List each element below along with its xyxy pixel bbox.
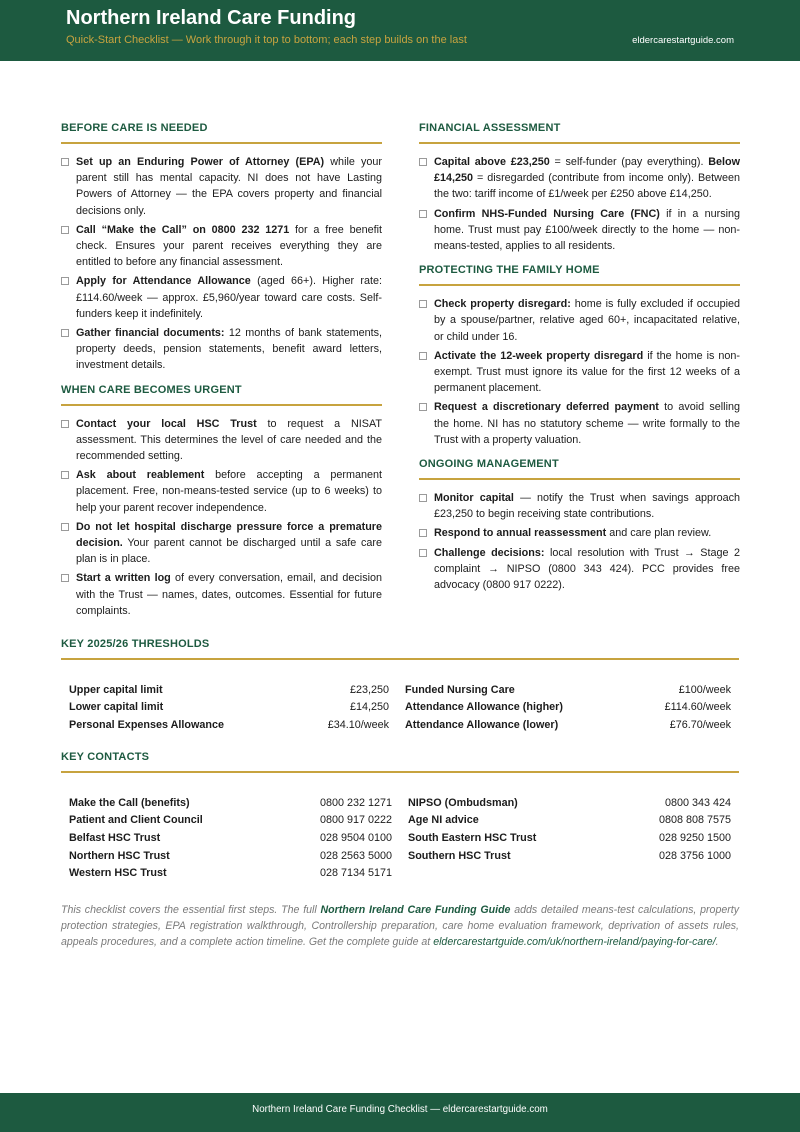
checkbox[interactable] [61,277,69,285]
label-cell: Belfast HSC Trust [69,831,161,844]
contacts-table [69,794,731,882]
item-text: if the home is non-exempt. Trust must ignore its value for the first 12 weeks of a permanent placement. [434,349,740,395]
label-cell: Funded Nursing Care [405,683,515,696]
item-text: of every conversation, email, and decision with the Trust — names, dates, outcomes. Essential for future complaints. [76,572,382,617]
checklist-item [419,206,740,255]
page-title: Northern Ireland Care Funding [66,7,357,29]
section-protect-home [419,264,740,448]
phone-cell[interactable]: 0808 808 7575 [658,814,731,827]
checklist-item [61,519,382,568]
header-site-link[interactable]: eldercarestartguide.com [632,35,734,46]
page-subtitle: Quick-Start Checklist — Work through it top to bottom; each step builds on the last [66,34,467,46]
checklist-item [419,399,740,448]
thresholds-section [61,638,739,734]
value-cell: £14,250 [349,701,389,714]
item-heading: Monitor capital [434,492,514,505]
item-heading: Respond to annual reassessment [434,527,607,540]
item-heading: Check property disregard: [434,298,571,311]
label-cell: Make the Call (benefits) [69,796,190,809]
value-cell: £114.60/week [664,701,731,714]
label-cell: Age NI advice [408,814,479,827]
checkbox[interactable] [61,158,69,166]
checklist-item [419,490,740,522]
page-header [0,0,800,61]
phone-cell [608,864,731,882]
label-cell: South Eastern HSC Trust [408,831,537,844]
item-heading: Request a discretionary deferred payment [434,401,659,414]
checklist-item [61,416,382,465]
checklist-item [419,525,740,541]
footer-text: Northern Ireland Care Funding Checklist — eldercarestartguide.com [252,1104,548,1115]
checklist-item [61,570,382,619]
label-cell: NIPSO (Ombudsman) [408,796,518,809]
item-text: home is fully excluded if occupied by a spouse/partner, relative aged 60+, incapacitated relative, or child under 16. [434,298,741,343]
guide-name: Northern Ireland Care Funding Guide [320,904,511,916]
checkbox[interactable] [419,158,427,166]
item-heading: Start a written log [76,572,171,585]
phone-cell[interactable]: 028 9504 0100 [319,831,392,844]
guide-link[interactable]: eldercarestartguide.com/uk/northern-ireland/paying-for-care/ [433,936,716,948]
phone-cell[interactable]: 0800 917 0222 [319,814,392,827]
item-text: if in a nursing home. Trust must pay £100/week directly to the home — non-means-tested, applies to all residents. [434,207,740,253]
section-title: ONGOING MANAGEMENT [419,458,740,480]
value-cell: £76.70/week [669,718,731,731]
label-cell: Upper capital limit [69,683,163,696]
table-row [69,716,731,734]
footnote [61,902,739,950]
item-heading: Challenge decisions: [434,546,545,559]
item-heading: Ask about reablement [76,469,205,482]
item-heading: Capital above £23,250 [434,156,550,168]
item-text: Your parent cannot be discharged until a safe care plan is in place. [76,537,382,566]
section-financial [419,122,740,254]
left-column [61,122,382,629]
table-row [69,864,731,882]
checklist-item [419,348,740,397]
checklist-item [419,154,740,203]
section-ongoing [419,458,740,593]
table-row [69,681,731,699]
thresholds-table [69,681,731,734]
section-title: FINANCIAL ASSESSMENT [419,122,740,144]
phone-cell[interactable]: 028 2563 5000 [319,849,392,862]
checkbox[interactable] [419,403,427,411]
label-cell: Southern HSC Trust [408,849,511,862]
checklist-item [61,467,382,516]
checkbox[interactable] [419,352,427,360]
label-cell: Personal Expenses Allowance [69,718,225,731]
item-text: — notify the Trust when savings approach £23,250 to begin receiving state contributions. [434,492,740,521]
value-cell: £34.10/week [327,718,389,731]
item-text: while your parent still has mental capacity. NI does not have Lasting Powers of Attorney — the EPA covers property and financial decisions only. [76,156,383,217]
checkbox[interactable] [419,300,427,308]
item-text: to avoid selling the home. NI has no statutory scheme — write formally to the Trust with a property valuation. [434,401,740,446]
table-row [69,794,731,812]
checklist-item [61,222,382,271]
value-cell: £100/week [678,683,731,696]
checklist-item [61,273,382,322]
phone-cell[interactable]: 0800 343 424 [664,796,731,809]
phone-cell[interactable]: 0800 232 1271 [319,796,392,809]
page-footer [0,1093,800,1132]
value-cell: £23,250 [349,683,389,696]
checkbox[interactable] [61,574,69,582]
checkbox[interactable] [61,329,69,337]
item-text: (aged 66+). Higher rate: £114.60/week — approx. £5,960/year toward care costs. Self-funders keep it indefinitely. [76,275,383,320]
item-heading: Set up an Enduring Power of Attorney (EPA) [76,156,325,168]
section-before-care [61,122,382,374]
item-heading: Gather financial documents: [76,327,225,340]
checkbox[interactable] [419,529,427,537]
item-heading: Activate the 12-week property disregard [434,349,644,362]
checkbox[interactable] [61,226,69,234]
table-row [69,829,731,847]
footnote-text: This checklist covers the essential first steps. The full [61,904,321,916]
footnote-text: adds detailed means-test calculations, property protection strategies, EPA registration walkthrough, Controllership preparation, care home evaluation framework, deprivation of assets rules, appeals procedures, and a complete action timeline. Get the complete guide at [61,904,739,948]
checklist-item [419,545,740,594]
item-heading: Do not let hospital discharge pressure force a premature decision. [76,520,382,550]
item-heading: Apply for Attendance Allowance [76,275,251,288]
label-cell: Attendance Allowance (lower) [405,718,559,731]
item-text: = self-funder (pay everything). [549,156,709,168]
item-heading: Below £14,250 [434,156,740,185]
label-cell: Western HSC Trust [69,867,167,880]
item-text: for a free benefit check. Ensures your parent receives everything they are entitled to before any financial assessment. [76,223,382,269]
item-text: = disregarded (contribute from income only). Between the two: tariff income of £1/week per £250 above £14,250. [434,172,740,201]
footnote-text: . [715,936,719,948]
label-cell: Northern HSC Trust [69,849,170,862]
checklist-item [61,154,382,219]
phone-cell[interactable]: 028 7134 5171 [319,867,392,880]
table-row [69,812,731,830]
right-column [419,122,740,603]
item-text: to request a NISAT assessment. This determines the level of care needed and the recommended setting. [76,417,382,463]
checkbox[interactable] [419,494,427,502]
phone-cell[interactable]: 028 3756 1000 [658,849,731,862]
checklist-item [419,296,740,345]
checkbox[interactable] [419,549,427,557]
item-heading: Contact your local HSC Trust [76,417,257,430]
item-text: local resolution with Trust → Stage 2 complaint → NIPSO (0800 343 424). PCC provides free advocacy (0800 917 0222). [434,546,740,592]
label-cell: Lower capital limit [69,701,164,714]
checkbox[interactable] [419,210,427,218]
item-text: and care plan review. [606,527,712,540]
contacts-section [61,751,739,882]
label-cell: Patient and Client Council [69,814,203,827]
checklist-item [61,325,382,374]
table-row [69,699,731,717]
label-cell [408,864,608,882]
checkbox[interactable] [61,523,69,531]
table-row [69,847,731,865]
item-text: before accepting a permanent placement. Free, non-means-tested service (up to 6 weeks) to help your parent recover independence. [76,469,382,514]
section-title: KEY 2025/26 THRESHOLDS [61,638,739,660]
item-heading: Call “Make the Call” on 0800 232 1271 [76,223,290,236]
section-urgent [61,384,382,619]
item-heading: Confirm NHS-Funded Nursing Care (FNC) [434,207,660,220]
checkbox[interactable] [61,471,69,479]
section-title: KEY CONTACTS [61,751,739,773]
section-title: WHEN CARE BECOMES URGENT [61,384,382,406]
section-title: PROTECTING THE FAMILY HOME [419,264,740,286]
label-cell: Attendance Allowance (higher) [405,701,563,714]
item-text: 12 months of bank statements, property deeds, pension statements, benefit award letters, investment details. [76,327,383,372]
checkbox[interactable] [61,420,69,428]
phone-cell[interactable]: 028 9250 1500 [658,831,731,844]
section-title: BEFORE CARE IS NEEDED [61,122,382,144]
